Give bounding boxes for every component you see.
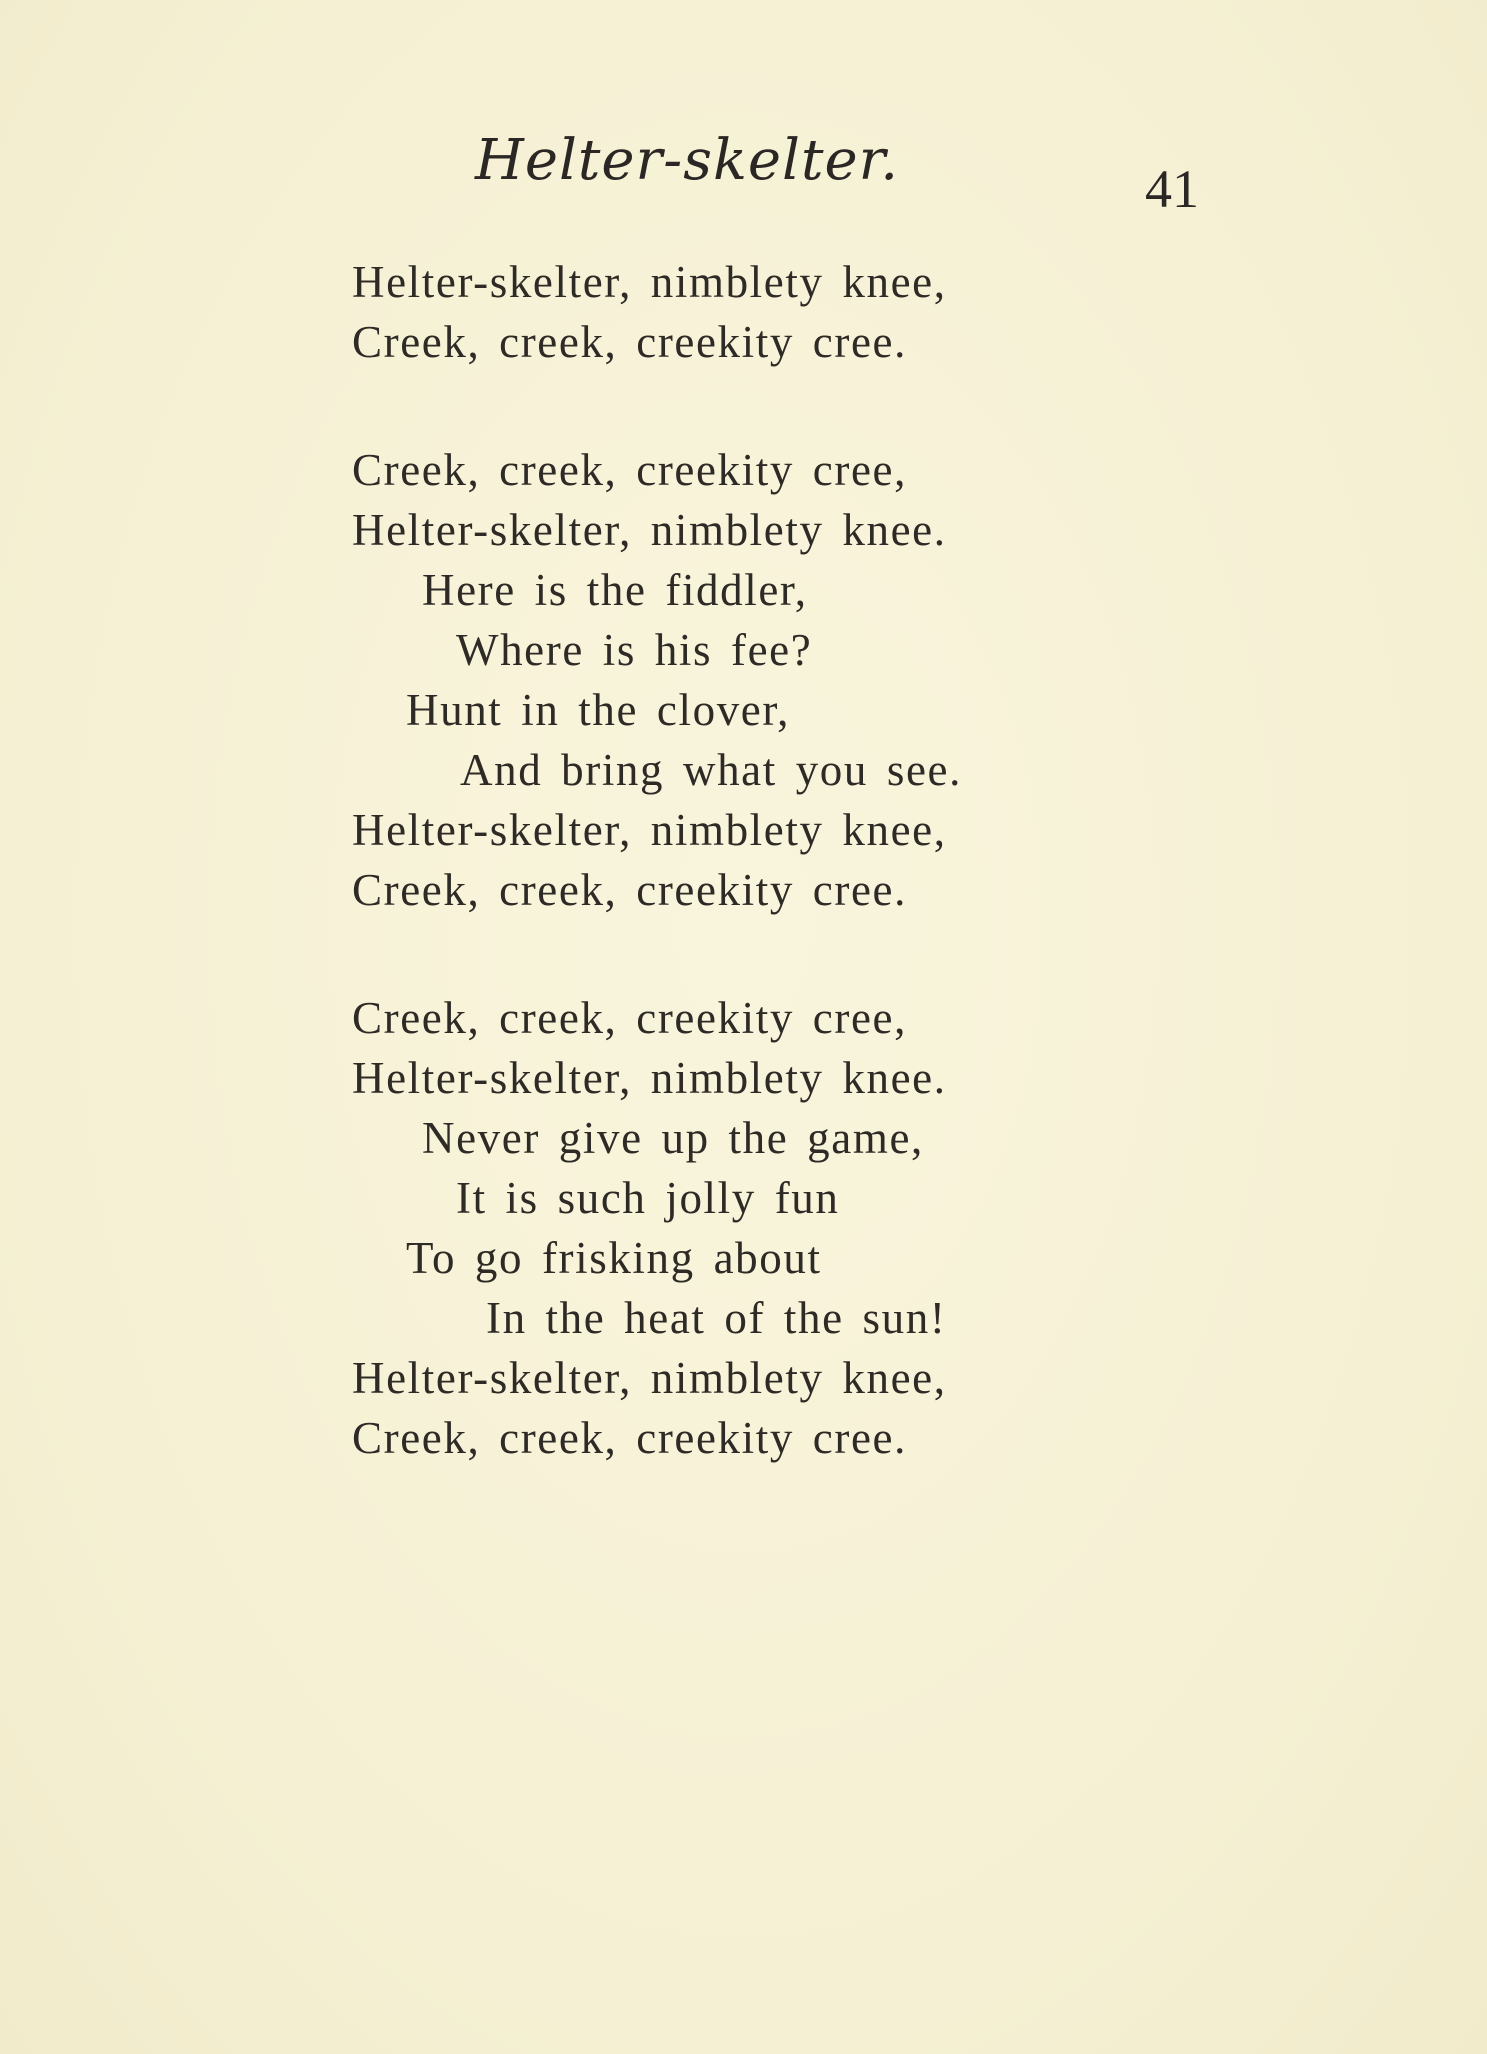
poem-line: Creek, creek, creekity cree,: [352, 993, 907, 1043]
poem-line: Where is his fee?: [456, 625, 813, 675]
poem-line: In the heat of the sun!: [486, 1293, 947, 1343]
poem-line: Helter-skelter, nimblety knee,: [352, 257, 947, 307]
poem-line: Helter-skelter, nimblety knee,: [352, 1353, 947, 1403]
page-number: 41: [1145, 159, 1199, 219]
poem-line: Helter-skelter, nimblety knee.: [352, 505, 947, 555]
poem-line: Helter-skelter, nimblety knee.: [352, 1053, 947, 1103]
poem-line: It is such jolly fun: [456, 1173, 840, 1223]
poem-line: Creek, creek, creekity cree.: [352, 865, 907, 915]
running-title: Helter-skelter.: [475, 128, 900, 193]
poem-line: Never give up the game,: [422, 1113, 924, 1163]
poem-line: Helter-skelter, nimblety knee,: [352, 805, 947, 855]
poem-line: Creek, creek, creekity cree,: [352, 445, 907, 495]
poem-line: And bring what you see.: [460, 745, 962, 795]
poem-line: Creek, creek, creekity cree.: [352, 317, 907, 367]
poem-line: Here is the fiddler,: [422, 565, 808, 615]
poem-line: To go frisking about: [406, 1233, 822, 1283]
poem-line: Hunt in the clover,: [406, 685, 791, 735]
poem-line: Creek, creek, creekity cree.: [352, 1413, 907, 1463]
